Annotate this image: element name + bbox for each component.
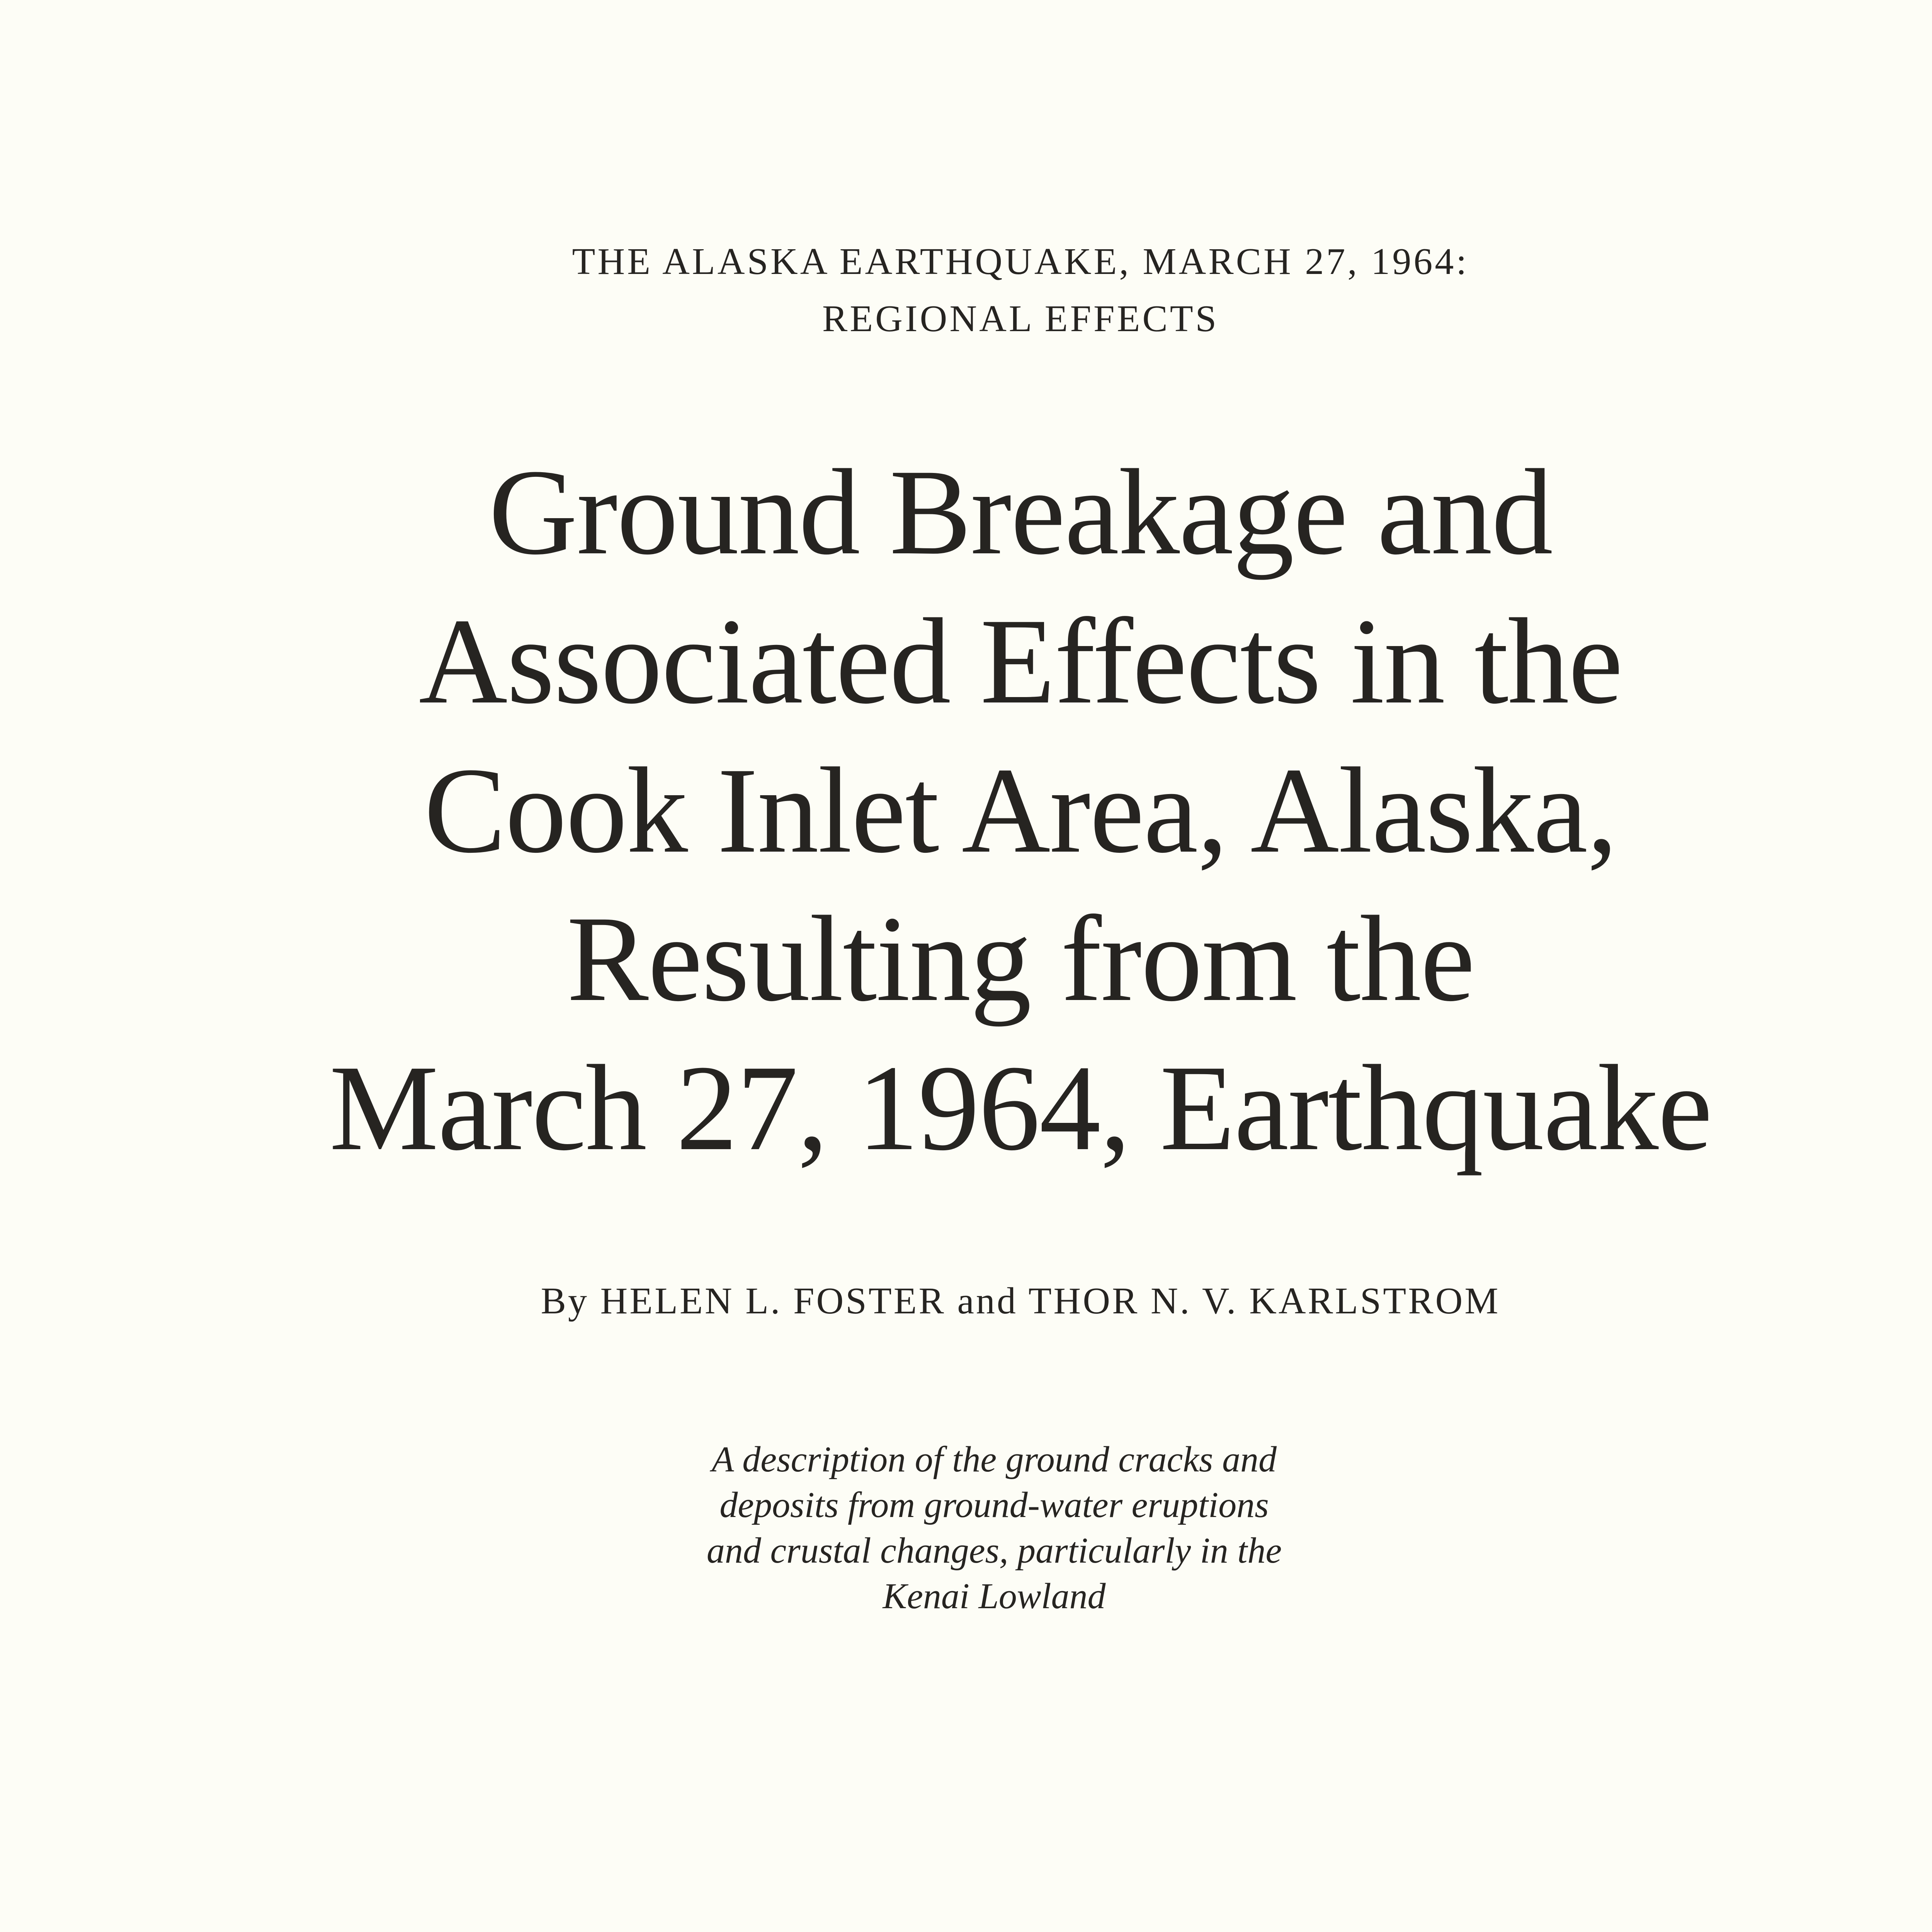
author-byline: By HELEN L. FOSTER and THOR N. V. KARLSTROM [541,1280,1500,1322]
main-title-line-1: Ground Breakage and [488,444,1553,580]
main-title-line-4: Resulting from the [566,891,1475,1027]
main-title-line-2: Associated Effects in the [418,593,1622,729]
main-title-line-3: Cook Inlet Area, Alaska, [424,742,1617,878]
abstract-line-2: deposits from ground-water eruptions [719,1485,1269,1525]
abstract-line-3: and crustal changes, particularly in the [706,1531,1282,1571]
abstract-line-1: A description of the ground cracks and [711,1439,1277,1480]
main-title-line-5: March 27, 1964, Earthquake [329,1040,1712,1176]
series-title-line-1: THE ALASKA EARTHQUAKE, MARCH 27, 1964: [572,241,1469,282]
abstract-block [630,1437,1359,1619]
series-title-line-2: REGIONAL EFFECTS [822,298,1219,340]
abstract-line-4: Kenai Lowland [883,1576,1106,1616]
